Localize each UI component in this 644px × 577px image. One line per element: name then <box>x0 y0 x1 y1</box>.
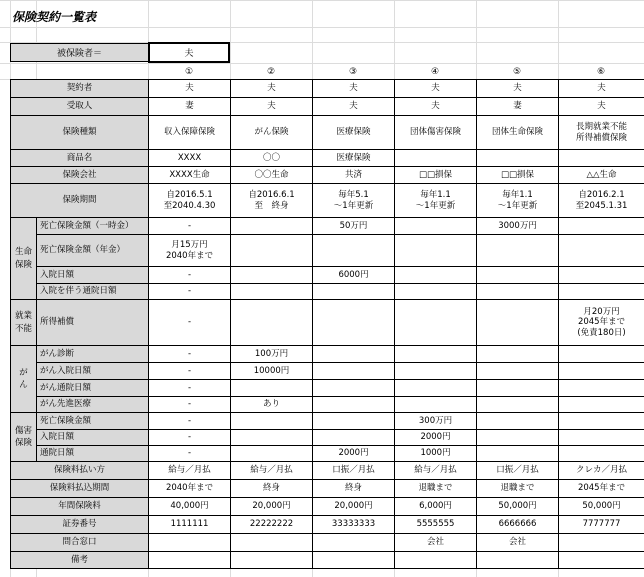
value-cell[interactable] <box>477 552 559 569</box>
value-cell[interactable] <box>149 534 231 552</box>
table-row <box>11 235 644 267</box>
cell-line: 至2040.4.30 <box>163 200 216 211</box>
row-label: 入院を伴う通院日額 <box>37 284 149 300</box>
value-cell[interactable] <box>477 300 559 346</box>
value-cell[interactable]: □□損保 <box>395 167 477 184</box>
table-row <box>11 480 644 498</box>
table-row <box>11 430 644 446</box>
table-row <box>11 462 644 480</box>
policy-number: ③ <box>348 66 358 77</box>
value-cell[interactable]: - <box>149 300 231 346</box>
value-cell[interactable]: 22222222 <box>231 516 313 534</box>
value-cell[interactable]: 2045年まで <box>559 480 644 498</box>
value-cell[interactable]: 退職まで <box>477 480 559 498</box>
page-title: 保険契約一覧表 <box>12 10 97 24</box>
value-cell[interactable] <box>149 235 231 267</box>
category-cell <box>11 300 37 346</box>
value-cell[interactable]: 夫 <box>231 80 313 98</box>
value-cell[interactable]: - <box>149 363 231 380</box>
value-cell[interactable]: 医療保険 <box>313 150 395 167</box>
cell-line: 自2016.6.1 <box>248 190 295 201</box>
value-cell[interactable]: 夫 <box>395 98 477 116</box>
value-cell[interactable]: 会社 <box>477 534 559 552</box>
table-row <box>11 516 644 534</box>
row-label: 所得補償 <box>37 300 149 346</box>
cell-line: 毎年1.1 <box>420 190 451 201</box>
value-cell[interactable] <box>559 446 644 462</box>
row-label: 死亡保険金額 <box>37 413 149 430</box>
value-cell[interactable] <box>313 363 395 380</box>
value-cell[interactable] <box>313 380 395 397</box>
value-cell[interactable] <box>313 184 395 218</box>
value-cell[interactable] <box>559 430 644 446</box>
value-cell[interactable] <box>395 150 477 167</box>
cell-line: (免責180日) <box>577 327 626 338</box>
cell-line: 至 終身 <box>254 200 289 211</box>
insured-label: 被保険者＝ <box>10 43 148 62</box>
value-cell[interactable]: 50万円 <box>313 218 395 235</box>
value-cell[interactable]: 5555555 <box>395 516 477 534</box>
cell-line: 2040年まで <box>165 250 214 261</box>
category-label: がん <box>19 367 28 390</box>
table-row <box>11 397 644 413</box>
row-label: 入院日額 <box>37 267 149 284</box>
policy-number: ② <box>266 66 276 77</box>
category-label: 就業不能 <box>14 311 32 334</box>
value-cell[interactable] <box>559 267 644 284</box>
value-cell[interactable] <box>231 235 313 267</box>
value-cell[interactable]: - <box>149 397 231 413</box>
policy-number: ⑥ <box>596 66 606 77</box>
value-cell[interactable]: 2040年まで <box>149 480 231 498</box>
value-cell[interactable]: - <box>149 446 231 462</box>
value-cell[interactable] <box>395 184 477 218</box>
category-cell <box>11 413 37 462</box>
value-cell[interactable] <box>313 430 395 446</box>
value-cell[interactable] <box>559 552 644 569</box>
policy-number: ① <box>184 66 194 77</box>
value-cell[interactable]: 夫 <box>231 98 313 116</box>
value-cell[interactable] <box>477 363 559 380</box>
value-cell[interactable]: 2000円 <box>395 430 477 446</box>
value-cell[interactable]: 夫 <box>313 98 395 116</box>
value-cell[interactable] <box>477 150 559 167</box>
value-cell[interactable]: 終身 <box>231 480 313 498</box>
value-cell[interactable]: 7777777 <box>559 516 644 534</box>
value-cell[interactable] <box>477 346 559 363</box>
value-cell[interactable] <box>395 284 477 300</box>
row-label: 保険料払込期間 <box>11 480 149 498</box>
value-cell[interactable]: △△生命 <box>559 167 644 184</box>
row-label: 備考 <box>11 552 149 569</box>
value-cell[interactable]: 医療保険 <box>313 116 395 150</box>
table-row <box>11 218 644 235</box>
cell-line: 所得補償保険 <box>576 132 628 143</box>
table-row <box>11 150 644 167</box>
value-cell[interactable] <box>559 300 644 346</box>
value-cell[interactable] <box>477 284 559 300</box>
grid-row-line <box>0 0 644 1</box>
policy-number: ⑤ <box>512 66 522 77</box>
value-cell[interactable] <box>149 552 231 569</box>
value-cell[interactable] <box>559 284 644 300</box>
value-cell[interactable]: 300万円 <box>395 413 477 430</box>
cell-line: ～1年更新 <box>497 200 538 211</box>
value-cell[interactable] <box>149 184 231 218</box>
cell-line: 自2016.2.1 <box>578 190 625 201</box>
value-cell[interactable]: 50,000円 <box>477 498 559 516</box>
value-cell[interactable]: - <box>149 413 231 430</box>
value-cell[interactable] <box>231 534 313 552</box>
value-cell[interactable] <box>231 446 313 462</box>
value-cell[interactable] <box>559 184 644 218</box>
cell-line: 毎年1.1 <box>502 190 533 201</box>
value-cell[interactable]: 2000円 <box>313 446 395 462</box>
policy-table <box>10 79 644 569</box>
value-cell[interactable]: 〇〇 <box>231 150 313 167</box>
value-cell[interactable] <box>477 413 559 430</box>
value-cell[interactable] <box>395 218 477 235</box>
value-cell[interactable]: 共済 <box>313 167 395 184</box>
value-cell[interactable] <box>313 284 395 300</box>
value-cell[interactable] <box>231 380 313 397</box>
value-cell[interactable]: 夫 <box>559 98 644 116</box>
value-cell[interactable]: 1111111 <box>149 516 231 534</box>
row-label: 死亡保険金額（一時金） <box>37 218 149 235</box>
category-cell <box>11 218 37 300</box>
table-row <box>11 380 644 397</box>
value-cell[interactable]: 夫 <box>477 80 559 98</box>
value-cell[interactable] <box>231 184 313 218</box>
value-cell[interactable] <box>231 300 313 346</box>
value-cell[interactable]: 20,000円 <box>231 498 313 516</box>
value-cell[interactable] <box>395 363 477 380</box>
row-label: がん入院日額 <box>37 363 149 380</box>
value-cell[interactable]: XXXX生命 <box>149 167 231 184</box>
value-cell[interactable] <box>477 235 559 267</box>
table-row <box>11 167 644 184</box>
table-row <box>11 534 644 552</box>
value-cell[interactable]: クレカ／月払 <box>559 462 644 480</box>
table-row <box>11 552 644 569</box>
value-cell[interactable]: 団体生命保険 <box>477 116 559 150</box>
table-row <box>11 184 644 218</box>
value-cell[interactable] <box>313 397 395 413</box>
value-cell[interactable] <box>395 397 477 413</box>
value-cell[interactable] <box>313 413 395 430</box>
value-cell[interactable]: - <box>149 380 231 397</box>
value-cell[interactable]: 33333333 <box>313 516 395 534</box>
cell-line: 毎年5.1 <box>338 190 369 201</box>
value-cell[interactable]: 6000円 <box>313 267 395 284</box>
table-row <box>11 498 644 516</box>
value-cell[interactable] <box>559 346 644 363</box>
value-cell[interactable] <box>313 300 395 346</box>
value-cell[interactable] <box>395 552 477 569</box>
table-row <box>11 284 644 300</box>
value-cell[interactable]: - <box>149 218 231 235</box>
value-cell[interactable]: 終身 <box>313 480 395 498</box>
cell-line: 長期就業不能 <box>576 122 628 133</box>
cell-line: 自2016.5.1 <box>166 190 213 201</box>
value-cell[interactable] <box>559 116 644 150</box>
value-cell[interactable]: 20,000円 <box>313 498 395 516</box>
value-cell[interactable] <box>231 284 313 300</box>
value-cell[interactable] <box>477 430 559 446</box>
value-cell[interactable] <box>477 397 559 413</box>
table-row <box>11 267 644 284</box>
table-row <box>11 363 644 380</box>
row-label: 入院日額 <box>37 430 149 446</box>
value-cell[interactable] <box>313 552 395 569</box>
table-row <box>11 413 644 430</box>
value-cell[interactable]: 50,000円 <box>559 498 644 516</box>
value-cell[interactable]: 退職まで <box>395 480 477 498</box>
value-cell[interactable] <box>559 380 644 397</box>
value-cell[interactable]: 収入保障保険 <box>149 116 231 150</box>
table-row <box>11 300 644 346</box>
value-cell[interactable]: 口振／月払 <box>477 462 559 480</box>
value-cell[interactable] <box>559 235 644 267</box>
row-label: 契約者 <box>11 80 149 98</box>
insured-value[interactable]: 夫 <box>148 42 230 63</box>
table-row <box>11 446 644 462</box>
value-cell[interactable]: 口振／月払 <box>313 462 395 480</box>
cell-line: 2045年まで <box>577 317 626 328</box>
row-label: 問合窓口 <box>11 534 149 552</box>
value-cell[interactable] <box>559 534 644 552</box>
row-label: がん通院日額 <box>37 380 149 397</box>
row-label: がん診断 <box>37 346 149 363</box>
row-label: 商品名 <box>11 150 149 167</box>
table-row <box>11 116 644 150</box>
row-label: 保険期間 <box>11 184 149 218</box>
value-cell[interactable]: 夫 <box>395 80 477 98</box>
value-cell[interactable] <box>231 430 313 446</box>
value-cell[interactable] <box>477 267 559 284</box>
value-cell[interactable]: - <box>149 267 231 284</box>
category-label: 傷害保険 <box>14 425 32 448</box>
value-cell[interactable]: 妻 <box>149 98 231 116</box>
value-cell[interactable] <box>395 346 477 363</box>
cell-line: 至2045.1.31 <box>575 200 628 211</box>
value-cell[interactable]: 〇〇生命 <box>231 167 313 184</box>
value-cell[interactable]: - <box>149 430 231 446</box>
value-cell[interactable]: 6666666 <box>477 516 559 534</box>
value-cell[interactable]: 給与／月払 <box>395 462 477 480</box>
row-label: がん先進医療 <box>37 397 149 413</box>
value-cell[interactable]: 6,000円 <box>395 498 477 516</box>
row-label: 受取人 <box>11 98 149 116</box>
value-cell[interactable] <box>559 363 644 380</box>
cell-line: ～1年更新 <box>415 200 456 211</box>
value-cell[interactable] <box>231 413 313 430</box>
value-cell[interactable] <box>313 534 395 552</box>
value-cell[interactable]: あり <box>231 397 313 413</box>
value-cell[interactable] <box>313 346 395 363</box>
value-cell[interactable]: 夫 <box>313 80 395 98</box>
value-cell[interactable] <box>395 235 477 267</box>
value-cell[interactable]: - <box>149 346 231 363</box>
table-row <box>11 80 644 98</box>
value-cell[interactable] <box>559 218 644 235</box>
value-cell[interactable] <box>313 235 395 267</box>
value-cell[interactable] <box>477 446 559 462</box>
value-cell[interactable]: 1000円 <box>395 446 477 462</box>
category-cell <box>11 346 37 413</box>
grid-row-line <box>0 27 644 28</box>
value-cell[interactable] <box>231 552 313 569</box>
cell-line: 月15万円 <box>171 240 208 251</box>
value-cell[interactable] <box>559 397 644 413</box>
value-cell[interactable]: □□損保 <box>477 167 559 184</box>
value-cell[interactable] <box>231 267 313 284</box>
cell-line: 月20万円 <box>583 307 620 318</box>
value-cell[interactable]: - <box>149 284 231 300</box>
value-cell[interactable]: 夫 <box>559 80 644 98</box>
row-label: 保険料払い方 <box>11 462 149 480</box>
row-label: 死亡保険金額（年金） <box>37 235 149 267</box>
value-cell[interactable]: 会社 <box>395 534 477 552</box>
table-row <box>11 98 644 116</box>
category-label: 生命保険 <box>14 247 32 270</box>
value-cell[interactable] <box>395 300 477 346</box>
value-cell[interactable]: 給与／月払 <box>149 462 231 480</box>
value-cell[interactable]: XXXX <box>149 150 231 167</box>
value-cell[interactable]: 給与／月払 <box>231 462 313 480</box>
value-cell[interactable]: 団体傷害保険 <box>395 116 477 150</box>
row-label: 通院日額 <box>37 446 149 462</box>
value-cell[interactable] <box>395 380 477 397</box>
value-cell[interactable] <box>477 184 559 218</box>
value-cell[interactable] <box>559 413 644 430</box>
value-cell[interactable]: 夫 <box>149 80 231 98</box>
row-label: 年間保険料 <box>11 498 149 516</box>
value-cell[interactable]: 40,000円 <box>149 498 231 516</box>
value-cell[interactable]: 10000円 <box>231 363 313 380</box>
row-label: 保険種類 <box>11 116 149 150</box>
value-cell[interactable]: がん保険 <box>231 116 313 150</box>
value-cell[interactable]: 100万円 <box>231 346 313 363</box>
row-label: 証券番号 <box>11 516 149 534</box>
row-label: 保険会社 <box>11 167 149 184</box>
cell-line: ～1年更新 <box>333 200 374 211</box>
value-cell[interactable] <box>477 380 559 397</box>
value-cell[interactable] <box>395 267 477 284</box>
value-cell[interactable]: 3000万円 <box>477 218 559 235</box>
value-cell[interactable]: 妻 <box>477 98 559 116</box>
table-row <box>11 346 644 363</box>
value-cell[interactable] <box>559 150 644 167</box>
policy-number: ④ <box>430 66 440 77</box>
value-cell[interactable] <box>231 218 313 235</box>
